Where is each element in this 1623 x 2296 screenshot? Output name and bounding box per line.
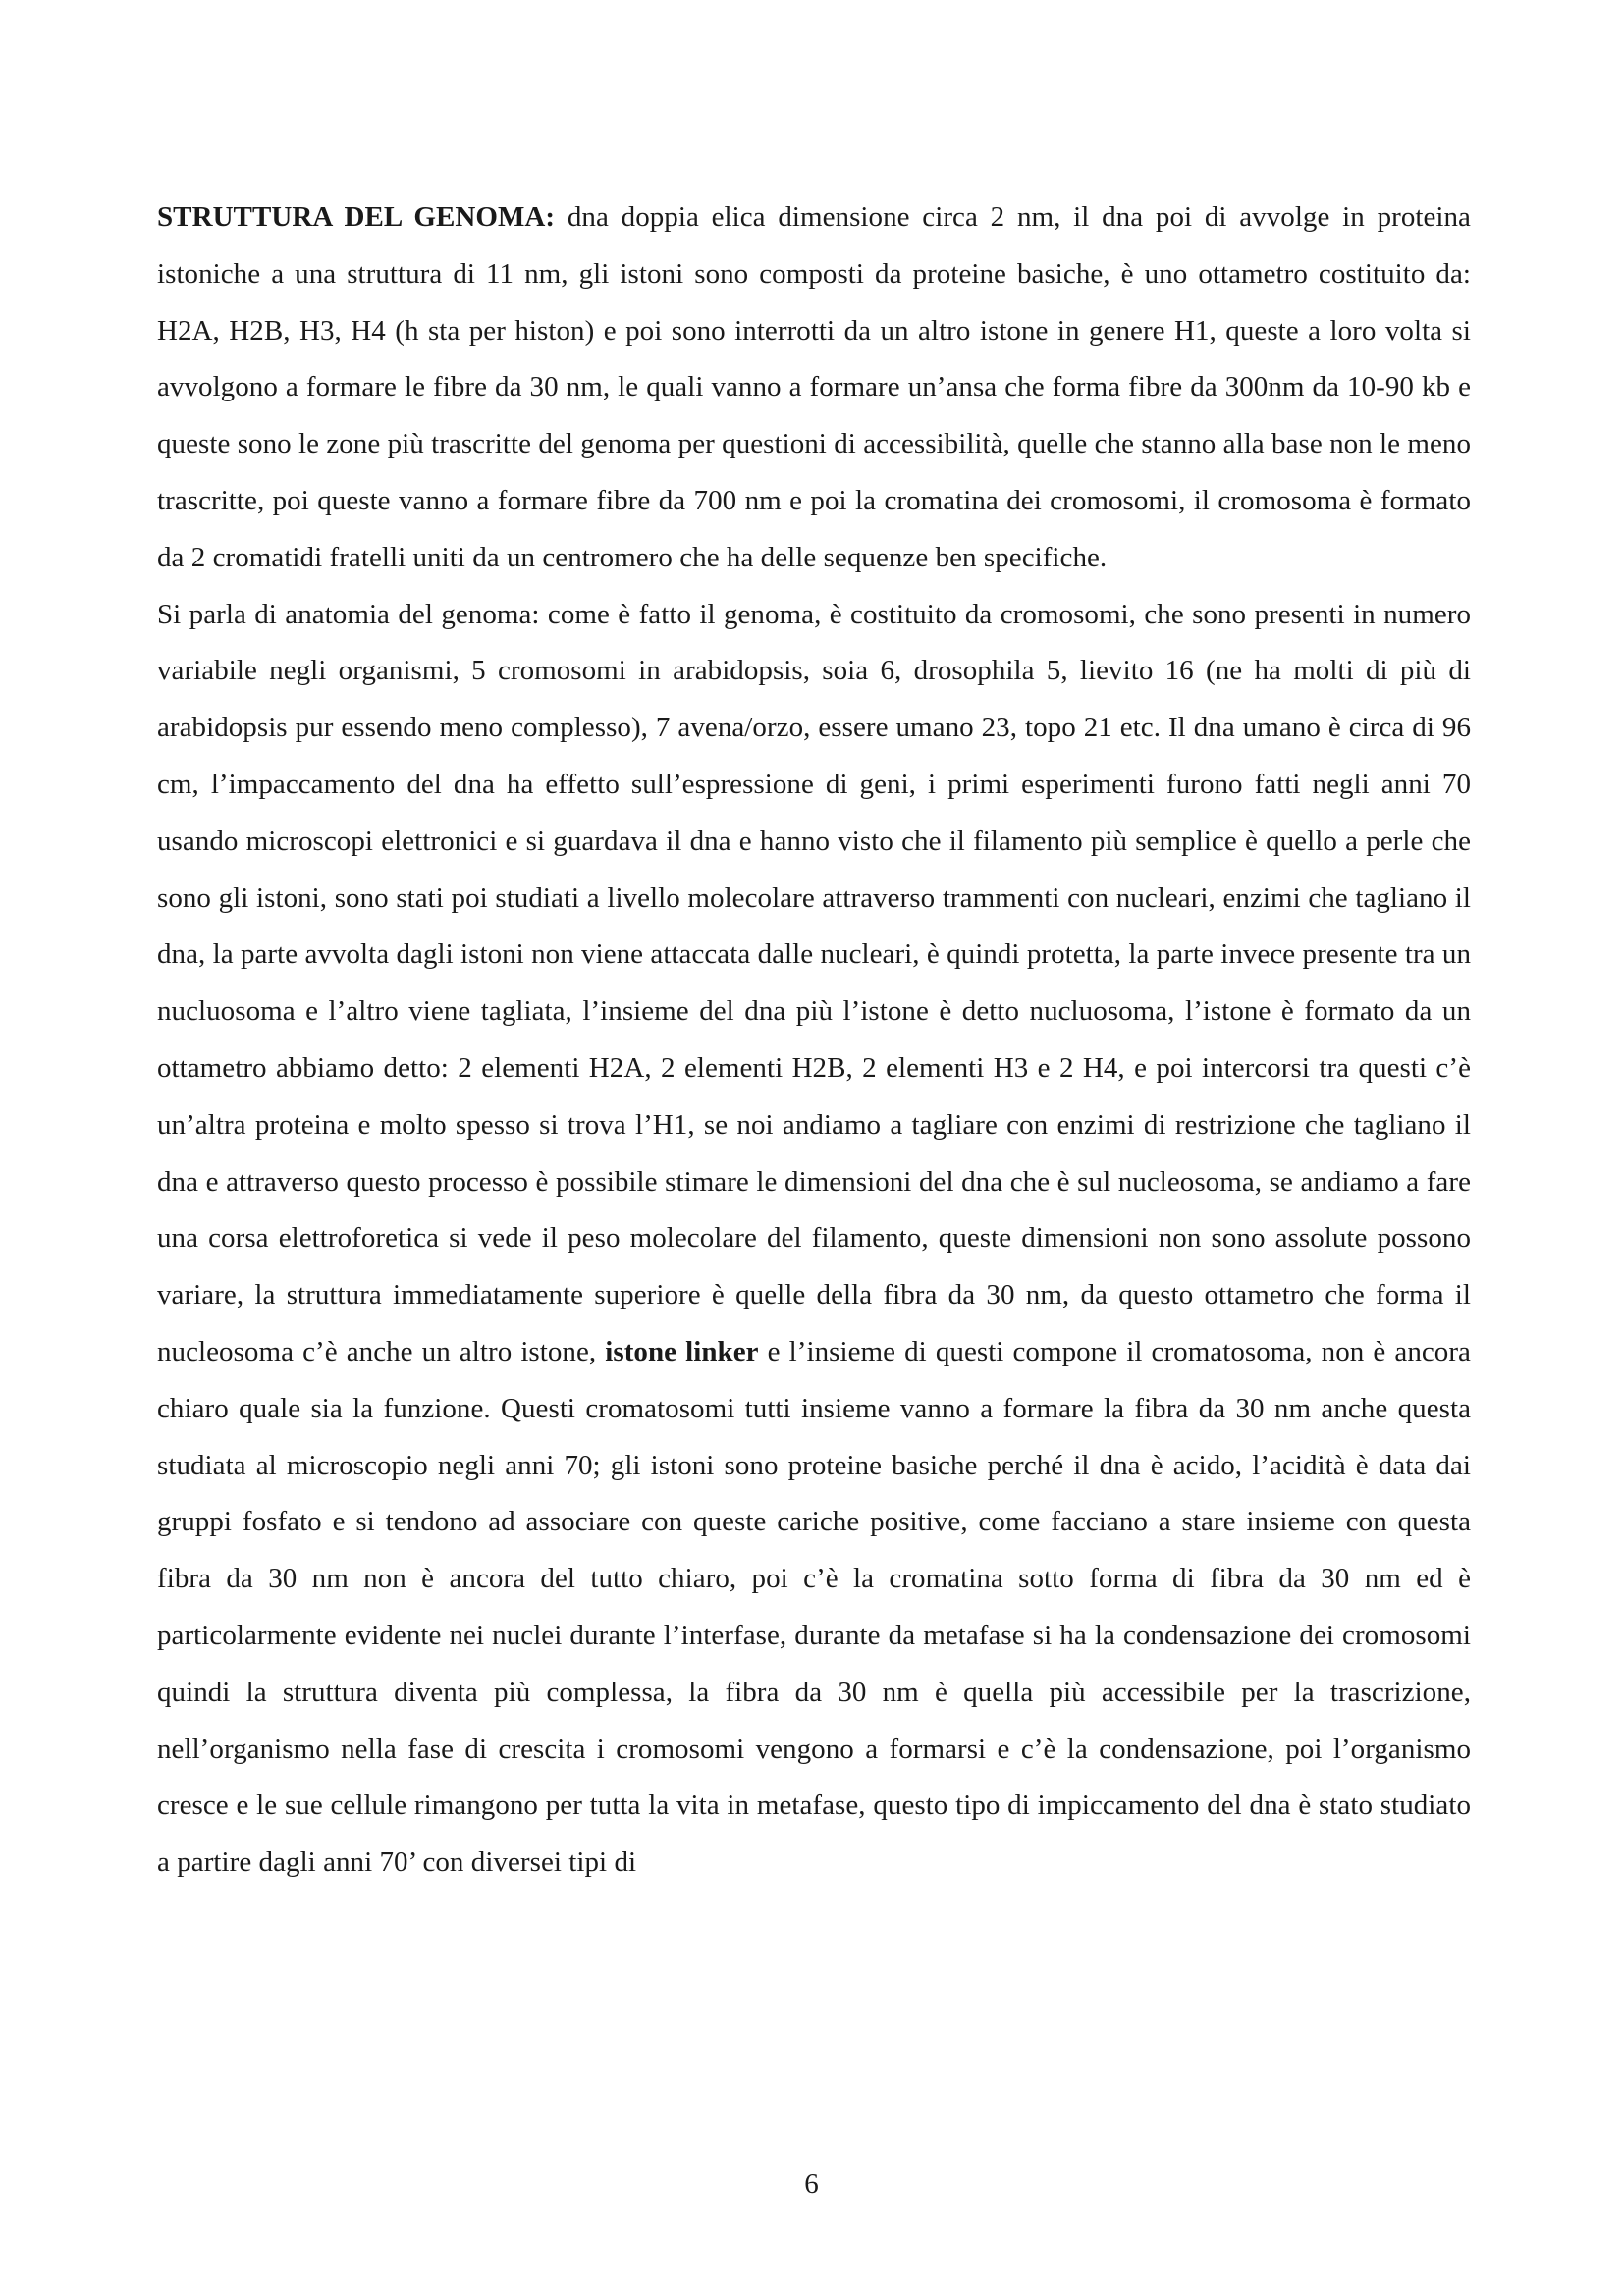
page-number: 6 <box>804 2168 819 2200</box>
section-heading: STRUTTURA DEL GENOMA: <box>157 201 556 233</box>
paragraph-genome-anatomy <box>157 587 1471 1892</box>
paragraph-text: dna doppia elica dimensione circa 2 nm, il dna poi di avvolge in proteina istoniche a una struttura di 11 nm, gli istoni sono composti da proteine basiche, è uno ottametro costituito da: H2A, H2B, H3, H4 (h sta per histon) e poi sono interrotti da un altro istone in genere H1, queste a loro volta si avvolgono a formare le fibre da 30 nm, le quali vanno a formare un’ansa che forma fibre da 300nm da 10-90 kb e queste sono le zone più trascritte del genoma per questioni di accessibilità, quelle che stanno alla base non le meno trascritte, poi queste vanno a formare fibre da 700 nm e poi la cromatina dei cromosomi, il cromosoma è formato da 2 cromatidi fratelli uniti da un centromero che ha delle sequenze ben specifiche. <box>157 201 1471 573</box>
bold-term: istone linker <box>605 1335 759 1367</box>
paragraph-text-continued: e l’insieme di questi compone il cromatosoma, non è ancora chiaro quale sia la funzione. Questi cromatosomi tutti insieme vanno a formare la fibra da 30 nm anche questa studiata al microscopio negli anni 70; gli istoni sono proteine basiche perché il dna è acido, l’acidità è data dai gruppi fosfato e si tendono ad associare con queste cariche positive, come facciano a stare insieme con questa fibra da 30 nm non è ancora del tutto chiaro, poi c’è la cromatina sotto forma di fibra da 30 nm ed è particolarmente evidente nei nuclei durante l’interfase, durante da metafase si ha la condensazione dei cromosomi quindi la struttura diventa più complessa, la fibra da 30 nm è quella più accessibile per la trascrizione, nell’organismo nella fase di crescita i cromosomi vengono a formarsi e c’è la condensazione, poi l’organismo cresce e le sue cellule rimangono per tutta la vita in metafase, questo tipo di impiccamento del dna è stato studiato a partire dagli anni 70’ con diversei tipi di <box>157 1335 1471 1879</box>
paragraph-genome-structure <box>157 189 1471 587</box>
paragraph-text: Si parla di anatomia del genoma: come è fatto il genoma, è costituito da cromosomi, che sono presenti in numero variabile negli organismi, 5 cromosomi in arabidopsis, soia 6, drosophila 5, lievito 16 (ne ha molti di più di arabidopsis pur essendo meno complesso), 7 avena/orzo, essere umano 23, topo 21 etc. Il dna umano è circa di 96 cm, l’impaccamento del dna ha effetto sull’espressione di geni, i primi esperimenti furono fatti negli anni 70 usando microscopi elettronici e si guardava il dna e hanno visto che il filamento più semplice è quello a perle che sono gli istoni, sono stati poi studiati a livello molecolare attraverso trammenti con nucleari, enzimi che tagliano il dna, la parte avvolta dagli istoni non viene attaccata dalle nucleari, è quindi protetta, la parte invece presente tra un nucluosoma e l’altro viene tagliata, l’insieme del dna più l’istone è detto nucluosoma, l’istone è formato da un ottametro abbiamo detto: 2 elementi H2A, 2 elementi H2B, 2 elementi H3 e 2 H4, e poi intercorsi tra questi c’è un’altra proteina e molto spesso si trova l’H1, se noi andiamo a tagliare con enzimi di restrizione che tagliano il dna e attraverso questo processo è possibile stimare le dimensioni del dna che è sul nucleosoma, se andiamo a fare una corsa elettroforetica si vede il peso molecolare del filamento, queste dimensioni non sono assolute possono variare, la struttura immediatamente superiore è quelle della fibra da 30 nm, da questo ottametro che forma il nucleosoma c’è anche un altro istone, <box>157 598 1471 1367</box>
page-body <box>157 189 1471 1892</box>
